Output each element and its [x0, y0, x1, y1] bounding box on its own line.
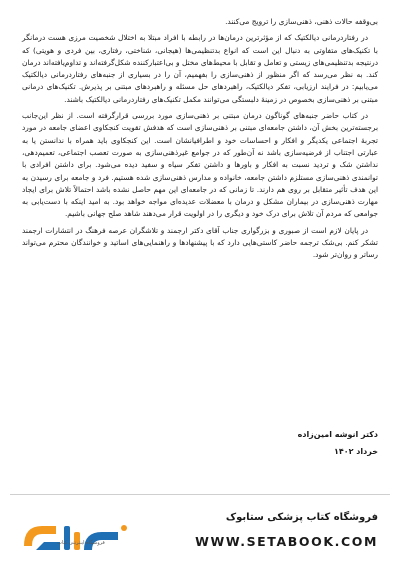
store-name: فروشگاه کتاب پزشکی ستابوک: [225, 512, 378, 523]
footer-divider: [10, 494, 390, 495]
paragraph-1: بی‌وقفه حالات ذهنی، ذهنی‌سازی را ترویج می‌کنند.: [225, 17, 378, 26]
logo-subtitle: فروشگاه اینترنتی کتاب: [57, 540, 105, 546]
paragraph-4: در پایان لازم است از صبوری و بزرگواری جناب آقای دکتر ارجمند و تلاشگران عرصه فرهنگ در انتشارات ارجمند تشکر کنم. بی‌شک ترجمه حاضر کاستی‌هایی دارد که با پیشنهادها و راهنمایی‌های اساتید و خوانندگان محترم می‌تواند رساتر و روان‌تر شود.: [22, 225, 378, 260]
preface-text: [22, 16, 378, 266]
signature-block: [178, 426, 378, 460]
store-url-link[interactable]: WWW.SETABOOK.COM: [195, 534, 378, 549]
paragraph-2: در رفتاردرمانی دیالکتیک که از مؤثرترین درمان‌ها در رابطه با افراد مبتلا به اختلال شخصیت مرزی هست درمانگر با تکنیک‌های متفاوتی به دنبال این است که انواع بدتنظیمی‌ها (هیجانی، شناختی، رفتاری، بین فردی و هویتی) که درنتیجه بدتنظیمی‌های زیستی و تعامل و تقابل با محیط‌های مختل و بی‌اعتبارکننده شکل‌گرفته‌اند و تداوم‌یافته‌اند درمان کند. به نظر می‌رسد که اگر منظور از ذهنی‌سازی را بفهمیم، آن را در بسیاری از جنبه‌های رفتاردرمانی دیالکتیک می‌یابیم: در فرایند ارزیابی، تفکر دیالکتیک، راهبردهای حل مسئله و راهبردهای مبتنی بر پذیرش. تکنیک‌های درمانی مبتنی بر ذهنی‌سازی بخصوص در زمینهٔ دلبستگی می‌توانند مکمل تکنیک‌های رفتاردرمانی دیالکتیک باشند.: [22, 33, 378, 104]
signature-date: خرداد ۱۴۰۲: [333, 447, 378, 456]
paragraph-3: در کتاب حاضر جنبه‌های گوناگون درمان مبتنی بر ذهنی‌سازی مورد بررسی قرارگرفته است. از نظر این‌جانب برجسته‌ترین بخش آن، داشتن جامعه‌ای مبتنی بر ذهنی‌سازی است که هدفش تقویت کنجکاوی اعضای جامعه در مورد تجربهٔ اجتماعی یکدیگر و افکار و احساسات خود و اطرافیانشان است. این کنجکاوی باید همراه با ندانستن یا به عبارتی اجتناب از فرضیه‌سازی باشد نه آن‌طور که در جوامع غیرذهنی‌سازی به صورت تعصب اجتماعی، تعمیم‌دهی، نداشتن شک و تردید نسبت به افکار و باورها و داشتن تفکر سیاه و سفید دیده می‌شود. برای داشتن افرادی با توانمندی ذهنی‌سازی مستلزم داشتن جامعه، خانواده و مدارس ذهنی‌سازی شده هستیم. فرد و جامعه برای رسیدن به این هدف تأثیر متقابل بر روی هم دارند. تا زمانی که در جامعه‌ای این مهم حاصل نشده باشد احتمالاً تلاش برای ایجاد مهارت ذهنی‌سازی در بیماران مشکل و درمان با معضلات عدیده‌ای مواجه خواهد بود. به امید اینکه با دست‌یابی به جوامعی که مردم آن تلاش برای درک خود و دیگری را در اولویت قرار می‌دهند شاهد صلح جهانی باشیم.: [22, 111, 378, 219]
signature-name: دکتر انوشه امین‌زاده: [297, 430, 378, 439]
footer-banner: [0, 494, 400, 580]
setabook-logo-icon: [16, 508, 134, 568]
